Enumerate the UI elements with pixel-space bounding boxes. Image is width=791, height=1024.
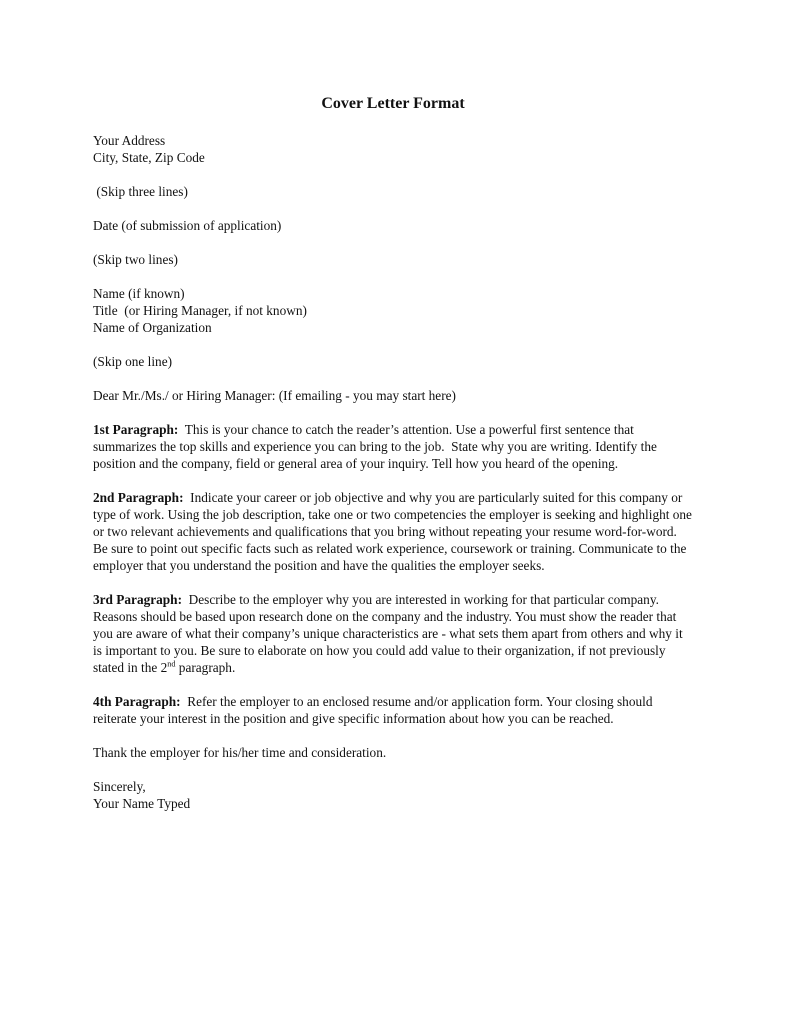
thanks-text: Thank the employer for his/her time and consideration. — [93, 745, 387, 760]
paragraph-4-body: Refer the employer to an enclosed resume and/or application form. Your closing should reiterate your interest in the position and give specific information about how you can be reached. — [93, 694, 656, 726]
recipient-title-line: Title (or Hiring Manager, if not known) — [93, 303, 307, 318]
sender-address-line: Your Address — [93, 133, 166, 148]
skip-two-lines-text: (Skip two lines) — [93, 252, 178, 267]
skip-three-lines-text: (Skip three lines) — [93, 184, 188, 199]
recipient-organization-line: Name of Organization — [93, 320, 212, 335]
paragraph-3-superscript: nd — [167, 659, 176, 669]
paragraph-3 — [93, 591, 693, 676]
paragraph-1-body: This is your chance to catch the reader’s attention. Use a powerful first sentence that summarizes the top skills and experience you can bring to the job. State why you are writing. Identify the position and the company, field or general area of your inquiry. Tell how you heard of the opening. — [93, 422, 661, 471]
paragraph-2-body: Indicate your career or job objective and why you are particularly suited for this company or type of work. Using the job description, take one or two competencies the employer is seeking and highlight one or two relevant achievements and qualifications that you bring without repeating your resume word-for-word. Be sure to point out specific facts such as related work experience, coursework or training. Communicate to the employer that you understand the position and have the qualities the employer seeks. — [93, 490, 696, 573]
recipient-block — [93, 285, 693, 336]
paragraph-1 — [93, 421, 693, 472]
salutation-line — [93, 387, 693, 404]
thanks-line — [93, 744, 693, 761]
closing-block — [93, 778, 693, 812]
closing-sincerely-line: Sincerely, — [93, 779, 146, 794]
skip-one-line-text: (Skip one line) — [93, 354, 173, 369]
salutation-text: Dear Mr./Ms./ or Hiring Manager: (If emailing - you may start here) — [93, 388, 456, 403]
skip-two-lines-note — [93, 251, 693, 268]
paragraph-1-label: 1st Paragraph: — [93, 422, 179, 437]
sender-address-block — [93, 132, 693, 166]
paragraph-2 — [93, 489, 696, 574]
document-title: Cover Letter Format — [321, 95, 465, 112]
date-line-block — [93, 217, 693, 234]
paragraph-3-label: 3rd Paragraph: — [93, 592, 183, 607]
paragraph-2-label: 2nd Paragraph: — [93, 490, 184, 505]
closing-signature-line: Your Name Typed — [93, 796, 191, 811]
recipient-name-line: Name (if known) — [93, 286, 185, 301]
paragraph-3-body-end: paragraph. — [175, 660, 236, 675]
skip-three-lines-note — [93, 183, 693, 200]
sender-city-state-zip-line: City, State, Zip Code — [93, 150, 205, 165]
paragraph-3-body: Describe to the employer why you are interested in working for that particular company. Reasons should be based upon research done on the company and the industry. You must show the reader that you are aware of what their company’s unique characteristics are - what sets them apart from others and why it is important to you. Be sure to elaborate on how you could add value to their organization, if not previously stated in the 2 — [93, 592, 686, 675]
skip-one-line-note — [93, 353, 693, 370]
paragraph-4-label: 4th Paragraph: — [93, 694, 181, 709]
date-line-text: Date (of submission of application) — [93, 218, 282, 233]
paragraph-4 — [93, 693, 693, 727]
